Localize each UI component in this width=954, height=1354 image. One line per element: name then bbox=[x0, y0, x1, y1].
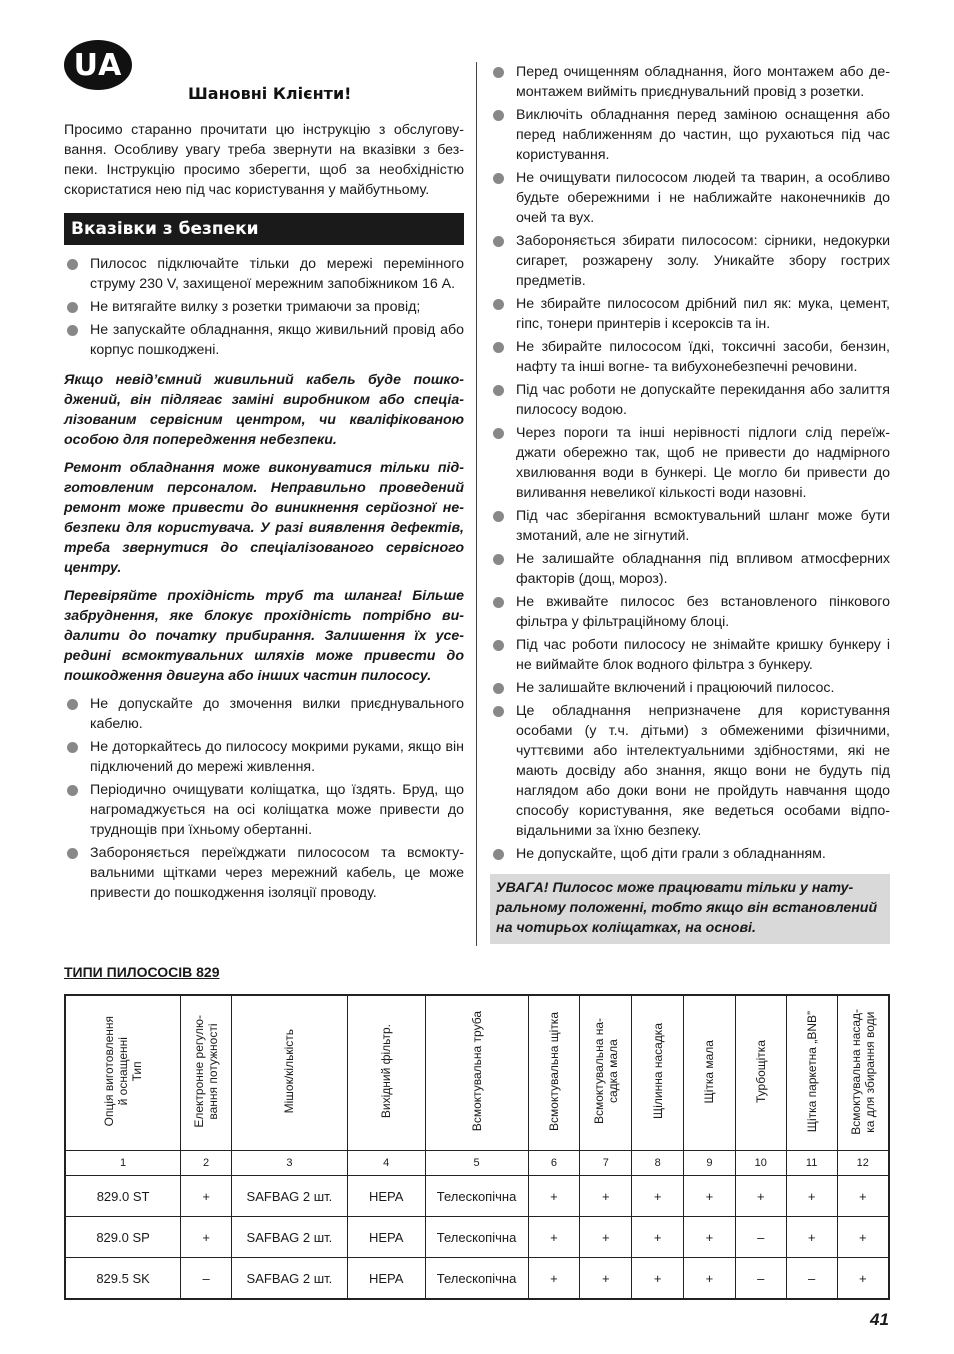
vacuum-types-table bbox=[64, 994, 890, 1300]
bullet-dot-icon bbox=[493, 342, 504, 353]
table-cell: + bbox=[837, 1217, 889, 1258]
bullet-item: Не збирайте пилососом дрібний пил як: мука, цемент, гіпс, тонери принтерів і ксероксів та ін. bbox=[490, 294, 890, 334]
table-cell: SAFBAG 2 шт. bbox=[232, 1258, 348, 1300]
bullet-dot-icon bbox=[493, 110, 504, 121]
column-number-cell: 2 bbox=[181, 1151, 232, 1176]
safety-list-1 bbox=[64, 254, 464, 360]
table-header-cell: Електронне регулю- вання потужності bbox=[181, 995, 232, 1151]
table-cell: + bbox=[684, 1217, 736, 1258]
table-header-cell: Мішок/кількість bbox=[232, 995, 348, 1151]
column-number-cell: 7 bbox=[580, 1151, 632, 1176]
table-row bbox=[65, 1176, 889, 1217]
table-cell: + bbox=[837, 1258, 889, 1300]
bullet-dot-icon bbox=[493, 640, 504, 651]
table-row bbox=[65, 1217, 889, 1258]
bullet-dot-icon bbox=[493, 299, 504, 310]
table-cell: + bbox=[528, 1176, 580, 1217]
table-cell: SAFBAG 2 шт. bbox=[232, 1217, 348, 1258]
safety-list-2 bbox=[64, 694, 464, 903]
table-cell: + bbox=[528, 1217, 580, 1258]
table-cell: – bbox=[181, 1258, 232, 1300]
table-cell: Телескопічна bbox=[425, 1258, 528, 1300]
table-cell: Телескопічна bbox=[425, 1176, 528, 1217]
table-cell: – bbox=[786, 1258, 837, 1300]
table-header-cell: Щілинна насадка bbox=[632, 995, 684, 1151]
bullet-item: Не допускайте до змочення вилки приєднувального кабелю. bbox=[64, 694, 464, 734]
table-cell: SAFBAG 2 шт. bbox=[232, 1176, 348, 1217]
table-header-cell: Всмоктувальна насад- ка для збирання води bbox=[837, 995, 889, 1151]
table-cell: + bbox=[684, 1258, 736, 1300]
table-number-row bbox=[65, 1151, 889, 1176]
table-header-cell: Опція виготовлення й оснащенні Тип bbox=[65, 995, 181, 1151]
table-cell: + bbox=[735, 1176, 786, 1217]
bullet-item: Пилосос підключайте тільки до мережі перемінного струму 230 V, захищеної мережним запобіжником 16 A. bbox=[64, 254, 464, 294]
bullet-item: Під час зберігання всмоктувальний шланг може бути змотаний, але не зігнутий. bbox=[490, 506, 890, 546]
bullet-item: Під час роботи не допускайте перекидання або залиття пилососу водою. bbox=[490, 380, 890, 420]
column-number-cell: 11 bbox=[786, 1151, 837, 1176]
column-number-cell: 5 bbox=[425, 1151, 528, 1176]
column-number-cell: 8 bbox=[632, 1151, 684, 1176]
bullet-item: Не доторкайтесь до пилососу мокрими руками, якщо він підключений до мережі живлення. bbox=[64, 737, 464, 777]
bullet-item: Не запускайте обладнання, якщо живильний провід або корпус пошкоджені. bbox=[64, 320, 464, 360]
table-cell: + bbox=[528, 1258, 580, 1300]
bullet-item: Не вживайте пилосос без встановленого пінкового фільтра у фільтраційному блоці. bbox=[490, 592, 890, 632]
table-cell: 829.5 SK bbox=[65, 1258, 181, 1300]
table-cell: + bbox=[632, 1217, 684, 1258]
bullet-item: Не допускайте, щоб діти грали з обладнанням. bbox=[490, 844, 890, 864]
table-cell: + bbox=[632, 1258, 684, 1300]
italic-paragraph: Ремонт обладнання може виконуватися тільки підготовленим персоналом. Неправильно проведений ремонт може привести до виникнення серйозної небезпеки для користувача. У разі виявлення дефектів, треба звернутися до спеціалізованого сервісного центру. bbox=[64, 460, 464, 576]
table-cell: – bbox=[735, 1217, 786, 1258]
bullet-item: Періодично очищувати коліщатка, що їздять. Бруд, що нагромаджується на осі коліщатка може привести до труднощів при їхньому обертанні. bbox=[64, 780, 464, 840]
table-header-cell: Вихідний фільтр. bbox=[347, 995, 425, 1151]
bullet-dot-icon bbox=[493, 683, 504, 694]
column-number-cell: 3 bbox=[232, 1151, 348, 1176]
table-cell: + bbox=[684, 1176, 736, 1217]
bullet-dot-icon bbox=[493, 67, 504, 78]
safety-list-3 bbox=[490, 62, 890, 864]
bullet-item: Забороняється переїжджати пилососом та всмоктувальними щітками через мережний кабель, це може привести до пошкодження ізоляції проводу. bbox=[64, 843, 464, 903]
language-badge: UA bbox=[64, 40, 132, 90]
table-header-cell: Щітка паркетна „BNB” bbox=[786, 995, 837, 1151]
bullet-dot-icon bbox=[493, 597, 504, 608]
bullet-dot-icon bbox=[493, 511, 504, 522]
bullet-dot-icon bbox=[67, 699, 78, 710]
table-header-cell: Всмоктувальна труба bbox=[425, 995, 528, 1151]
column-number-cell: 9 bbox=[684, 1151, 736, 1176]
table-header-cell: Всмоктувальна щітка bbox=[528, 995, 580, 1151]
bullet-item: Під час роботи пилососу не знімайте кришку бункеру і не виймайте блок водного фільтра з бункеру. bbox=[490, 635, 890, 675]
warning-box: УВАГА! Пилосос може працювати тільки у натуральному положенні, тобто якщо він встановлений на чотирьох коліщатках, на основі. bbox=[490, 874, 890, 944]
column-number-cell: 6 bbox=[528, 1151, 580, 1176]
table-cell: HEPA bbox=[347, 1176, 425, 1217]
italic-notes bbox=[64, 370, 464, 686]
table-cell: + bbox=[181, 1217, 232, 1258]
bullet-dot-icon bbox=[67, 742, 78, 753]
table-cell: + bbox=[580, 1176, 632, 1217]
table-cell: + bbox=[181, 1176, 232, 1217]
italic-paragraph: Перевіряйте прохідність труб та шланга! Більше забруднення, яке блокує прохідність потрібно видалити до початку прибирання. Залишення їх усередині всмоктувальних шляхів може привести до пошкодження двигуна або інших частин пилососу. bbox=[64, 588, 464, 684]
table-cell: Телескопічна bbox=[425, 1217, 528, 1258]
table-cell: HEPA bbox=[347, 1217, 425, 1258]
column-number-cell: 12 bbox=[837, 1151, 889, 1176]
bullet-item: Через пороги та інші нерівності підлоги слід переїжджати обережно так, щоб не привести до надмірного хвилювання води в бункері. Це могло би привести до виливання невеликої кількості води назовні. bbox=[490, 423, 890, 503]
column-number-cell: 1 bbox=[65, 1151, 181, 1176]
table-cell: + bbox=[632, 1176, 684, 1217]
safety-section-title: Вказівки з безпеки bbox=[64, 213, 464, 245]
bullet-item: Виключіть обладнання перед заміною оснащення або перед наближенням до частин, що рухаються під час користування. bbox=[490, 105, 890, 165]
bullet-dot-icon bbox=[493, 385, 504, 396]
bullet-item: Не витягайте вилку з розетки тримаючи за провід; bbox=[64, 297, 464, 317]
bullet-item: Не збирайте пилососом їдкі, токсичні засоби, бензин, нафту та інші вогне- та вибухонебезпечні речовини. bbox=[490, 337, 890, 377]
table-header-row bbox=[65, 995, 889, 1151]
bullet-dot-icon bbox=[493, 706, 504, 717]
column-number-cell: 10 bbox=[735, 1151, 786, 1176]
bullet-dot-icon bbox=[67, 302, 78, 313]
bullet-dot-icon bbox=[67, 325, 78, 336]
table-header-cell: Щітка мала bbox=[684, 995, 736, 1151]
table-row bbox=[65, 1258, 889, 1300]
italic-paragraph: Якщо невід’ємний живильний кабель буде пошкоджений, він підлягає заміні виробником або спеціалізованим сервісним центром, чи кваліфікованою особою для попередження небезпеки. bbox=[64, 372, 464, 448]
bullet-dot-icon bbox=[493, 428, 504, 439]
bullet-dot-icon bbox=[493, 236, 504, 247]
bullet-item: Не залишайте включений і працюючий пилосос. bbox=[490, 678, 890, 698]
table-cell: + bbox=[580, 1258, 632, 1300]
table-header-cell: Турбощітка bbox=[735, 995, 786, 1151]
bullet-item: Забороняється збирати пилососом: сірники, недокурки сигарет, розжарену золу. Уникайте збору гострих предметів. bbox=[490, 231, 890, 291]
table-cell: + bbox=[786, 1176, 837, 1217]
bullet-item: Перед очищенням обладнання, його монтажем або демонтажем вийміть приєднувальний провід з розетки. bbox=[490, 62, 890, 102]
table-cell: 829.0 ST bbox=[65, 1176, 181, 1217]
bullet-dot-icon bbox=[67, 259, 78, 270]
greeting-heading: Шановні Клієнти! bbox=[188, 84, 352, 103]
bullet-item: Не очищувати пилососом людей та тварин, а особливо будьте обережними і не наближайте наконечників до очей та вух. bbox=[490, 168, 890, 228]
intro-paragraph: Просимо старанно прочитати цю інструкцію з обслуговування. Особливу увагу треба звернути на вказівки з безпеки. Інструкцію просимо зберегти, щоб за необхідністю скористатися нею під час користування у майбутньому. bbox=[64, 122, 464, 198]
table-cell: + bbox=[786, 1217, 837, 1258]
bullet-item: Це обладнання непризначене для користування особами (у т.ч. дітьми) з обмеженими фізичними, чуттєвими або інтелектуальними здібностями, які не мають досвіду або знання, якщо вони не будуть під наглядом або доки вони не пройдуть навчання щодо способу користування, яке ведеться особами відповідальними за їхню безпеку. bbox=[490, 701, 890, 841]
column-divider bbox=[476, 62, 477, 946]
bullet-dot-icon bbox=[493, 173, 504, 184]
bullet-dot-icon bbox=[67, 848, 78, 859]
page-number: 41 bbox=[870, 1310, 889, 1329]
table-cell: – bbox=[735, 1258, 786, 1300]
table-title: ТИПИ ПИЛОСОСІВ 829 bbox=[64, 964, 220, 980]
table-cell: HEPA bbox=[347, 1258, 425, 1300]
bullet-dot-icon bbox=[493, 554, 504, 565]
bullet-dot-icon bbox=[67, 785, 78, 796]
table-cell: 829.0 SP bbox=[65, 1217, 181, 1258]
right-column-content bbox=[490, 62, 890, 867]
column-number-cell: 4 bbox=[347, 1151, 425, 1176]
table-header-cell: Всмоктувальна на- садка мала bbox=[580, 995, 632, 1151]
table-cell: + bbox=[837, 1176, 889, 1217]
bullet-item: Не залишайте обладнання під впливом атмосферних факторів (дощ, мороз). bbox=[490, 549, 890, 589]
table-cell: + bbox=[580, 1217, 632, 1258]
left-column-content bbox=[64, 254, 464, 906]
bullet-dot-icon bbox=[493, 849, 504, 860]
